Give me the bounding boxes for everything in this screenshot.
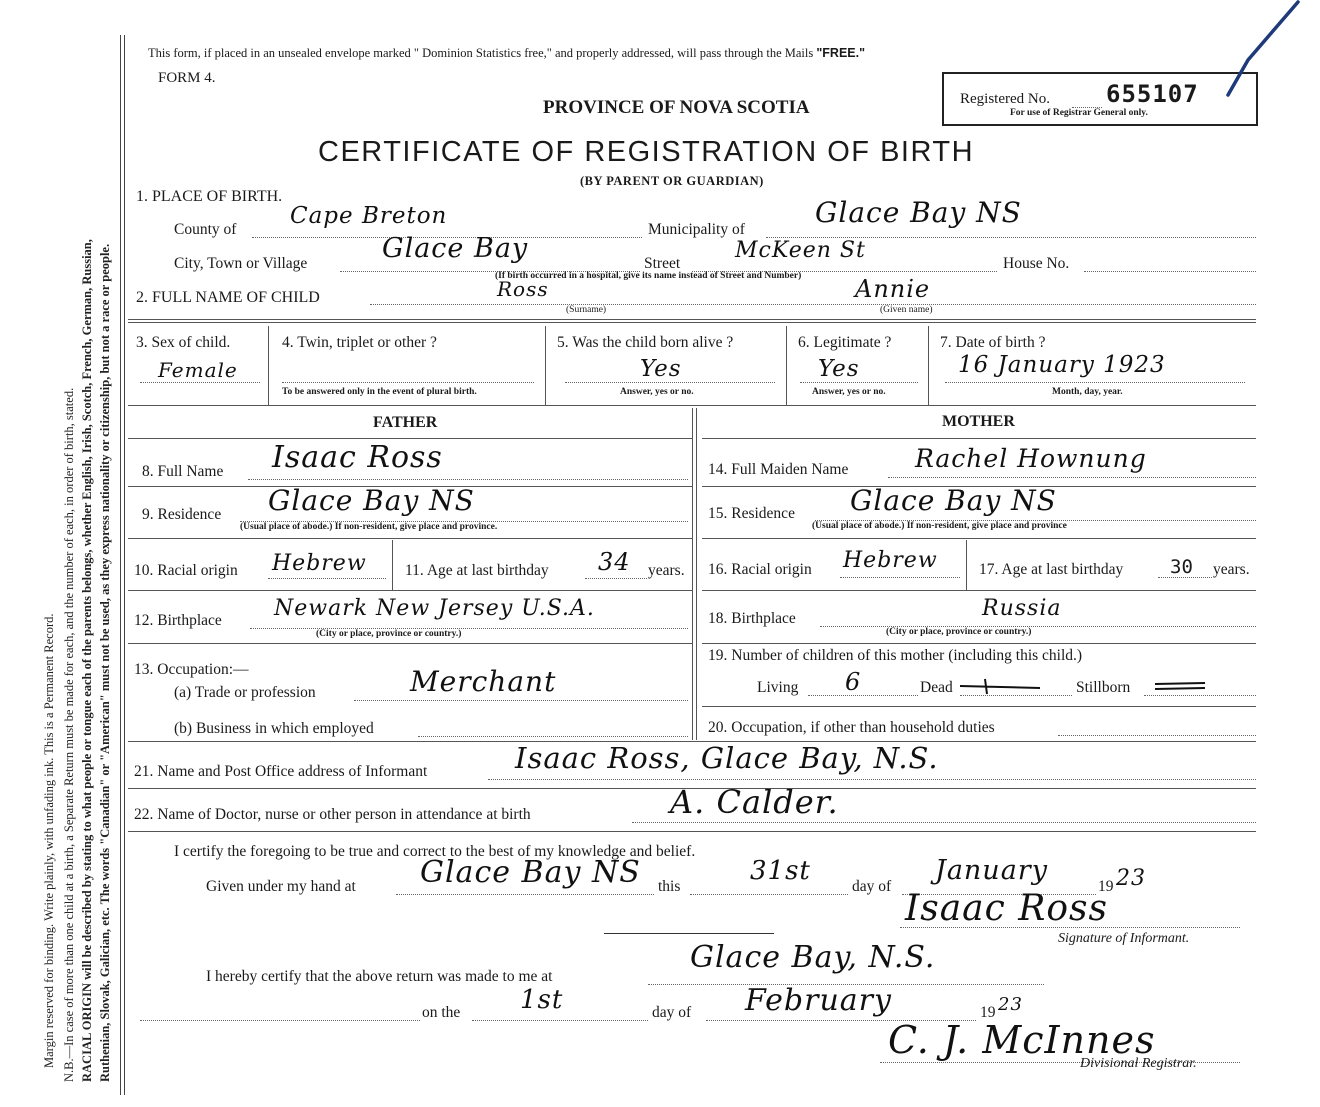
- city-value: Glace Bay: [382, 233, 529, 264]
- place-of-birth-label: 1. PLACE OF BIRTH.: [136, 188, 283, 205]
- mother-race-value: Hebrew: [843, 548, 938, 573]
- informant-signature-line: [900, 927, 1240, 928]
- legitimate-value: Yes: [818, 356, 860, 382]
- father-rule-12: [128, 643, 692, 644]
- registrar-signature: C. J. McInnes: [888, 1018, 1156, 1062]
- rule-after-name: [128, 319, 1256, 320]
- mother-rule-18: [702, 643, 1256, 644]
- year-prefix: 19: [1098, 878, 1114, 895]
- day-value: 31st: [750, 856, 811, 886]
- mother-residence-value: Glace Bay NS: [850, 484, 1057, 517]
- sex-label: 3. Sex of child.: [136, 334, 231, 351]
- sex-line: [140, 382, 260, 383]
- father-birthplace-note: (City or place, province or country.): [316, 629, 462, 639]
- rule-after-row-3: [128, 405, 1256, 406]
- registrar-place-value: Glace Bay, N.S.: [690, 940, 936, 975]
- living-label: Living: [757, 679, 799, 696]
- father-rule-10: [128, 590, 692, 591]
- column-divider-right: [696, 408, 697, 740]
- twin-label: 4. Twin, triplet or other ?: [282, 334, 437, 351]
- child-name-label: 2. FULL NAME OF CHILD: [136, 289, 320, 306]
- father-divider-10-11: [392, 540, 393, 590]
- registered-note: For use of Registrar General only.: [1010, 108, 1148, 118]
- day-of-label: day of: [852, 878, 892, 895]
- year-value: 23: [1116, 866, 1146, 891]
- binding-margin: [18, 20, 128, 1090]
- mother-heading: MOTHER: [942, 413, 1015, 430]
- reg-day-value: 1st: [520, 985, 564, 1015]
- municipality-value: Glace Bay NS: [815, 196, 1022, 229]
- mother-occupation-line: [1058, 735, 1256, 736]
- doctor-value: A. Calder.: [670, 783, 839, 821]
- father-occupation-label: 13. Occupation:—: [134, 661, 249, 678]
- mother-name-value: Rachel Hownung: [915, 444, 1147, 473]
- father-race-line: [268, 578, 386, 579]
- this-label: this: [658, 878, 681, 895]
- registrar-statement: I hereby certify that the above return was made to me at: [206, 968, 553, 985]
- father-business-label: (b) Business in which employed: [174, 720, 374, 737]
- legitimate-line: [800, 382, 918, 383]
- dead-dash-mark: [955, 676, 1045, 696]
- surname-note: (Surname): [566, 305, 607, 315]
- twin-line: [282, 382, 534, 383]
- date-of-birth-label: 7. Date of birth ?: [940, 334, 1046, 351]
- on-the-label: on the: [422, 1004, 461, 1021]
- day-line: [690, 894, 848, 895]
- divider-5-6: [786, 326, 787, 406]
- reg-day-line: [472, 1020, 648, 1021]
- city-label: City, Town or Village: [174, 255, 308, 272]
- sex-value: Female: [158, 358, 238, 382]
- month-value: January: [935, 855, 1048, 886]
- date-of-birth-value: 16 January 1923: [958, 352, 1166, 378]
- father-years-label: years.: [648, 562, 685, 579]
- father-birthplace-label: 12. Birthplace: [134, 612, 222, 629]
- mother-rule-19: [702, 706, 1256, 707]
- rule-after-doctor: [128, 831, 1256, 832]
- father-residence-note: (Usual place of abode.) If non-resident, give place and province.: [240, 522, 498, 532]
- registered-label: Registered No.: [960, 91, 1050, 107]
- divider-4-5: [545, 326, 546, 406]
- margin-note-binding: Margin reserved for binding. Write plainly, with unfading ink. This is a Permanent Record.: [42, 613, 56, 1068]
- mail-note-text: This form, if placed in an unsealed envelope marked " Dominion Statistics free," and properly addressed, will pass through the Mails: [148, 46, 814, 60]
- mother-race-line: [840, 577, 960, 578]
- registration-box: [942, 72, 1258, 126]
- informant-line: [488, 779, 1256, 780]
- living-value: 6: [845, 668, 862, 696]
- stillborn-label: Stillborn: [1076, 679, 1131, 696]
- mother-name-label: 14. Full Maiden Name: [708, 461, 849, 478]
- father-age-line: [585, 578, 647, 579]
- father-business-line: [418, 736, 688, 737]
- margin-rule-inner: [124, 35, 125, 1095]
- dead-label: Dead: [920, 679, 953, 696]
- column-divider-left: [692, 408, 693, 740]
- mother-birthplace-label: 18. Birthplace: [708, 610, 796, 627]
- child-name-line: [370, 304, 1256, 305]
- mother-race-label: 16. Racial origin: [708, 561, 812, 578]
- father-race-value: Hebrew: [272, 551, 367, 576]
- house-number-line: [1084, 271, 1256, 272]
- mother-heading-rule: [702, 438, 1256, 439]
- province-heading: PROVINCE OF NOVA SCOTIA: [543, 97, 810, 118]
- separator-rule: [604, 933, 774, 934]
- given-place-line: [396, 894, 654, 895]
- given-under-hand-label: Given under my hand at: [206, 878, 356, 895]
- certificate-title: CERTIFICATE OF REGISTRATION OF BIRTH: [318, 136, 975, 168]
- informant-value: Isaac Ross, Glace Bay, N.S.: [515, 741, 939, 775]
- mother-residence-label: 15. Residence: [708, 505, 795, 522]
- date-of-birth-note: Month, day, year.: [1052, 387, 1123, 397]
- mother-occupation-label: 20. Occupation, if other than household duties: [708, 719, 995, 736]
- reg-year-value: 23: [998, 994, 1023, 1015]
- doctor-label: 22. Name of Doctor, nurse or other person in attendance at birth: [134, 806, 531, 823]
- mother-name-line: [888, 477, 1256, 478]
- father-age-value: 34: [598, 548, 631, 576]
- mother-rule-16: [702, 590, 1256, 591]
- child-given-value: Annie: [855, 275, 931, 303]
- doctor-line: [632, 822, 1256, 823]
- informant-signature: Isaac Ross: [905, 888, 1108, 929]
- born-alive-label: 5. Was the child born alive ?: [557, 334, 734, 351]
- given-name-note: (Given name): [880, 305, 933, 315]
- mother-children-label: 19. Number of children of this mother (including this child.): [708, 647, 1083, 664]
- registrar-signature-label: Divisional Registrar.: [1080, 1056, 1197, 1071]
- reg-day-of-label: day of: [652, 1004, 692, 1021]
- informant-signature-label: Signature of Informant.: [1058, 931, 1190, 946]
- living-line: [808, 695, 918, 696]
- county-label: County of: [174, 221, 237, 238]
- father-race-label: 10. Racial origin: [134, 562, 238, 579]
- on-the-lead-line: [140, 1020, 420, 1021]
- child-surname-value: Ross: [497, 277, 549, 301]
- informant-label: 21. Name and Post Office address of Informant: [134, 763, 428, 780]
- reg-year-prefix: 19: [980, 1004, 996, 1021]
- father-heading-rule: [128, 438, 692, 439]
- father-heading: FATHER: [373, 414, 438, 431]
- mother-divider-16-17: [966, 540, 967, 590]
- father-trade-line: [354, 700, 688, 701]
- father-trade-value: Merchant: [410, 665, 557, 698]
- street-label: Street: [644, 255, 681, 272]
- rule-after-name-2: [128, 322, 1256, 323]
- father-birthplace-value: Newark New Jersey U.S.A.: [274, 596, 595, 621]
- mother-years-label: years.: [1213, 561, 1250, 578]
- form-number: FORM 4.: [158, 70, 216, 86]
- divider-6-7: [928, 326, 929, 406]
- legitimate-label: 6. Legitimate ?: [798, 334, 892, 351]
- mother-residence-note: (Usual place of abode.) If non-resident, give place and province: [812, 521, 1067, 531]
- father-name-value: Isaac Ross: [272, 440, 443, 475]
- twin-note: To be answered only in the event of plural birth.: [282, 387, 477, 397]
- registrar-check-mark: [1220, 0, 1310, 110]
- father-residence-label: 9. Residence: [142, 506, 222, 523]
- father-name-label: 8. Full Name: [142, 463, 224, 480]
- mail-note: [148, 46, 865, 61]
- divider-3-4: [268, 326, 269, 406]
- reg-month-value: February: [745, 983, 892, 1018]
- county-value: Cape Breton: [290, 203, 448, 229]
- margin-note-racial-origin-cont: Ruthenian, Slovak, Galician, etc. The words "Canadian" or "American" must not be used, as they express nationality or citizenship, but not a race or people.: [98, 243, 112, 1082]
- mail-note-free: "FREE.": [816, 46, 866, 60]
- date-of-birth-line: [945, 382, 1245, 383]
- street-value: McKeen St: [735, 238, 866, 263]
- father-name-line: [248, 479, 688, 480]
- mother-birthplace-note: (City or place, province or country.): [886, 627, 1032, 637]
- father-residence-value: Glace Bay NS: [268, 484, 475, 517]
- born-alive-value: Yes: [640, 356, 682, 382]
- legitimate-note: Answer, yes or no.: [812, 387, 886, 397]
- certificate-subtitle: (BY PARENT OR GUARDIAN): [580, 174, 764, 188]
- margin-note-racial-origin: RACIAL ORIGIN will be described by stating to what people or tongue each of the parents belongs, whether English, Irish, Scotch, French, German, Russian,: [80, 239, 94, 1082]
- father-age-label: 11. Age at last birthday: [405, 562, 549, 579]
- mother-birthplace-value: Russia: [982, 596, 1062, 621]
- born-alive-note: Answer, yes or no.: [620, 387, 694, 397]
- mother-age-value: 30: [1170, 556, 1193, 578]
- father-rule-9: [128, 538, 692, 539]
- mother-rule-15: [702, 538, 1256, 539]
- given-place-value: Glace Bay NS: [420, 855, 641, 890]
- margin-note-multiple-births: N.B.—In case of more than one child at a birth, a Separate Return must be made for each, and the number of each, in order of birth, stated.: [62, 387, 76, 1082]
- father-trade-label: (a) Trade or profession: [174, 684, 316, 701]
- born-alive-line: [565, 382, 775, 383]
- mother-age-label: 17. Age at last birthday: [979, 561, 1124, 578]
- house-number-label: House No.: [1003, 255, 1070, 272]
- hospital-note: (If birth occurred in a hospital, give its name instead of Street and Number): [495, 271, 802, 281]
- certify-statement: I certify the foregoing to be true and correct to the best of my knowledge and belief.: [174, 843, 696, 860]
- municipality-label: Municipality of: [648, 221, 745, 238]
- registered-number: 655107: [1106, 80, 1199, 108]
- stillborn-dash-mark: [1150, 676, 1210, 696]
- margin-rule: [120, 35, 121, 1095]
